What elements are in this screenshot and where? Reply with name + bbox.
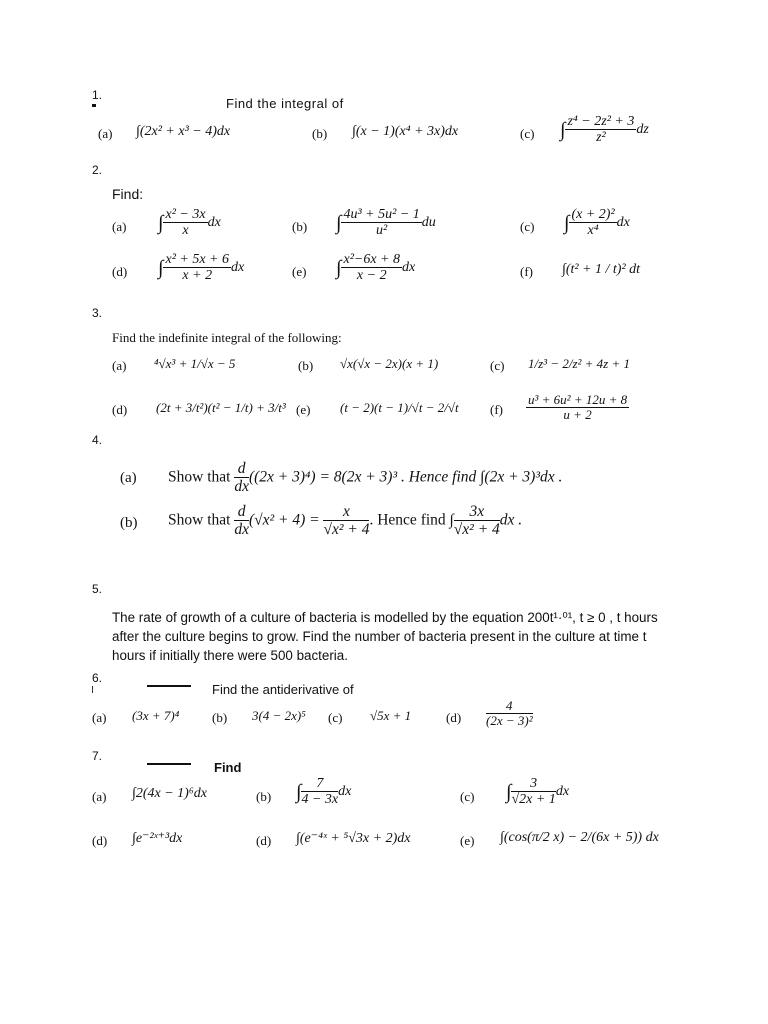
q3c-expression: 1/z³ − 2/z² + 4z + 1 (528, 356, 631, 371)
q2c-tail: dx (616, 215, 630, 231)
q7b-tail: dx (338, 784, 352, 800)
q1c-expression: ∫ $\frac{\text{z⁴ − 2z² + 3}}{\text{z²}}$ dz (560, 114, 649, 146)
q4b-dx: dx (234, 521, 249, 539)
label-a: (a) (112, 358, 127, 373)
question-number-6: 6. (92, 671, 103, 685)
q4b-int-numerator: 3x (454, 503, 500, 521)
q7b-numerator: 7 (301, 776, 338, 792)
q2a-tail: dx (207, 215, 221, 231)
q2b-tail: du (421, 215, 436, 231)
label-d: (d) (112, 264, 128, 279)
q6d-expression (486, 699, 533, 729)
q6d-numerator: 4 (486, 699, 533, 714)
q4a-show-that: Show that (168, 468, 231, 486)
q4a-expression: ((2x + 3)⁴) = 8(2x + 3)³ . Hence find ∫(2x + 3)³dx . (248, 468, 563, 486)
label-a: (a) (120, 470, 137, 486)
q1a-expression: ∫(2x² + x³ − 4)dx (136, 124, 231, 139)
label-b: (b) (292, 219, 308, 234)
q3f-numerator: u³ + 6u² + 12u + 8 (528, 392, 628, 407)
q3e-expression: (t − 2)(t − 1)/√t − 2/√t (340, 400, 459, 415)
q2d-numerator: x² + 5x + 6 (165, 252, 230, 267)
label-a: (a) (92, 789, 107, 804)
question-number-2: 2. (92, 163, 103, 177)
q3b-expression: √x(√x − 2x)(x + 1) (340, 356, 439, 371)
q4b-d: d (234, 503, 249, 521)
label-f: (f) (490, 402, 503, 417)
label-f: (f) (520, 264, 533, 279)
q7c-expression: ∫ $\frac{3}{√2x + 1}$ dx (506, 776, 570, 808)
question-number-1: 1. (92, 88, 103, 102)
label-c: (c) (520, 126, 535, 141)
q4a-statement (168, 460, 562, 495)
label-c: (c) (328, 710, 343, 725)
q3f-expression (526, 393, 629, 423)
label-c: (c) (490, 358, 505, 373)
q2e-expression: ∫ $\frac{\text{x²−6x + 8}}{x - 2}$ dx (336, 252, 416, 284)
bullet-mark (92, 104, 96, 107)
q2b-numerator: 4u³ + 5u² − 1 (343, 207, 420, 222)
q2e-numerator: x²−6x + 8 (343, 252, 401, 267)
q2a-numerator: x² − 3x (165, 207, 206, 222)
q6-heading: Find the antiderivative of (212, 682, 354, 697)
q3d-expression: (2t + 3/t²)(t² − 1/t) + 3/t³ (156, 400, 286, 415)
q7-heading: Find (214, 760, 242, 775)
q7c-tail: dx (555, 784, 570, 800)
blank-line (147, 763, 191, 765)
q4b-frac-numerator: x (323, 503, 369, 521)
tick-mark (92, 686, 93, 693)
label-d: (d) (112, 402, 128, 417)
q1b-expression: ∫(x − 1)(x⁴ + 3x)dx (352, 124, 459, 139)
q4b-frac-denominator: √x² + 4 (323, 521, 370, 539)
label-d: (d) (446, 710, 462, 725)
label-d: (d) (256, 833, 272, 848)
q2d-expression: ∫ $\frac{\text{x² + 5x + 6}}{x + 2}$ dx (158, 252, 245, 284)
label-c: (c) (460, 789, 475, 804)
q2b-denominator: u² (376, 223, 388, 239)
label-b: (b) (120, 515, 138, 531)
label-e: (e) (292, 264, 307, 279)
q1c-tail: dz (636, 122, 649, 138)
q7a-expression: ∫2(4x − 1)⁶dx (132, 786, 207, 801)
q3a-expression: ⁴√x³ + 1/√x − 5 (154, 356, 236, 371)
q2c-numerator: (x + 2)² (571, 207, 615, 222)
q2a-expression: ∫ $\frac{\text{x² − 3x}}{x}$ dx (158, 207, 221, 239)
q3f-denominator: u + 2 (563, 407, 592, 423)
q6d-denominator: (2x − 3)² (486, 713, 533, 729)
q7c-numerator: 3 (511, 776, 555, 792)
q7d2-expression: ∫(e⁻⁴ˣ + ⁵√3x + 2)dx (296, 831, 411, 846)
q2a-denominator: x (182, 223, 189, 239)
q7e-expression: ∫(cos(π/2 x) − 2/(6x + 5)) dx (500, 830, 659, 845)
label-b: (b) (256, 789, 272, 804)
q6b-expression: 3(4 − 2x)⁵ (252, 708, 306, 723)
q2c-denominator: x⁴ (587, 223, 599, 239)
q4a-dx: dx (234, 478, 249, 496)
q2e-denominator: x − 2 (356, 268, 387, 284)
q3-heading: Find the indefinite integral of the following: (112, 330, 342, 345)
q2d-tail: dx (231, 260, 245, 276)
q6a-expression: (3x + 7)⁴ (132, 708, 180, 723)
q2b-expression: ∫ $\frac{\text{4u³ + 5u² − 1}}{\text{u²}}$ du (336, 207, 436, 239)
q4b-int-denominator: √x² + 4 (453, 521, 500, 539)
question-number-4: 4. (92, 433, 103, 447)
q6c-expression: √5x + 1 (370, 708, 412, 723)
label-e: (e) (296, 402, 311, 417)
q4b-statement (168, 503, 522, 538)
q7d1-expression: ∫e⁻²ˣ⁺³dx (132, 831, 183, 846)
q2f-expression: ∫(t² + 1 / t)² dt (562, 262, 641, 277)
q4b-hence: . Hence find ∫ (369, 511, 454, 529)
q1c-numerator: z⁴ − 2z² + 3 (567, 114, 635, 129)
label-b: (b) (298, 358, 314, 373)
label-b: (b) (312, 126, 328, 141)
q4b-expression: (√x² + 4) = (248, 511, 320, 529)
q1-heading: Find the integral of (226, 96, 344, 111)
q2-heading: Find: (112, 186, 144, 202)
label-d: (d) (92, 833, 108, 848)
q7b-expression: ∫ $\frac{7}{4 - 3x}$ dx (296, 776, 352, 808)
q4b-show-that: Show that (168, 511, 231, 529)
q2d-denominator: x + 2 (182, 268, 213, 284)
question-number-5: 5. (92, 582, 103, 596)
question-number-3: 3. (92, 306, 103, 320)
label-a: (a) (98, 126, 113, 141)
q7b-denominator: 4 − 3x (301, 792, 339, 808)
label-a: (a) (92, 710, 107, 725)
label-c: (c) (520, 219, 535, 234)
q4a-d: d (234, 460, 249, 478)
question-number-7: 7. (92, 749, 103, 763)
label-b: (b) (212, 710, 228, 725)
q2e-tail: dx (402, 260, 416, 276)
q2c-expression: ∫ $\frac{\text{(x + 2)²}}{\text{x⁴}}$ dx (564, 207, 630, 239)
q1c-denominator: z² (596, 130, 606, 146)
q7c-denominator: √2x + 1 (511, 792, 556, 808)
q5-paragraph: The rate of growth of a culture of bacteria is modelled by the equation 200t¹·⁰¹, t ≥ 0 , t hours after the culture begins to grow. Find the number of bacteria present in the culture at time t hours if initially there were 500 bacteria. (112, 610, 658, 663)
q4b-tail: dx . (499, 511, 523, 529)
label-e: (e) (460, 833, 475, 848)
blank-line (147, 685, 191, 687)
label-a: (a) (112, 219, 127, 234)
